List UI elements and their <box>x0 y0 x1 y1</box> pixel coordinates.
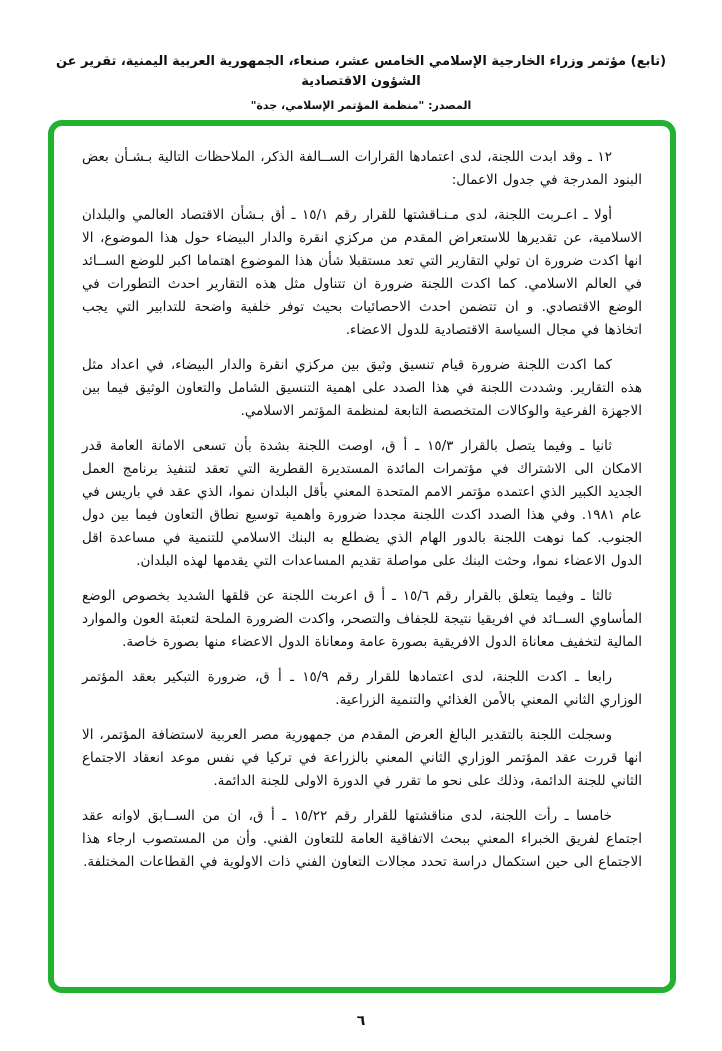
paragraph-first: أولا ـ اعـربت اللجنة، لدى مـنـاقشتها للقرار رقم ١٥/١ ـ أق بـشأن الاقتصاد العالمي والبلدان الاسلامية، عن تقديرها للاستعراض المقدم من مركزي انقرة والدار البيضاء حول هذا الموضوع، الا انها اكدت ضرورة ان تولي التقارير التي تعد مستقبلا شأن هذا الموضوع اهتماما اكبر للوضع الســائد في العالم الاسلامي. كما اكدت اللجنة ضرورة ان تتناول مثل هذه التقارير احدث التطورات في الوضع الاقتصادي. و ان تتضمن احدث الاحصائيات بحيث توفر خلفية واضحة للتدابير التي يجب اتخاذها في مجال السياسة الاقتصادية للدول الاعضاء. <box>82 207 642 338</box>
paragraph-third: ثالثا ـ وفيما يتعلق بالقرار رقم ١٥/٦ ـ أ ق اعربت اللجنة عن قلقها الشديد بخصوص الوضع المأساوي الســائد في افريقيا نتيجة للجفاف والتصحر، واكدت الضرورة الملحة لتعبئة العون والموارد المالية لتخفيف معاناة الدول الافريقية بصورة عامة ومعاناة الدول الاعضاء منها بصورة خاصة. <box>82 588 642 650</box>
paragraph-fifth: خامسا ـ رأت اللجنة، لدى مناقشتها للقرار رقم ١٥/٢٢ ـ أ ق، ان من الســابق لاوانه عقد اجتماع لفريق الخبراء المعني ببحث الاتفاقية العامة للتعاون الفني. وأن من المستصوب ارجاء هذا الاجتماع الى حين استكمال دراسة تحدد مجالات التعاون الفني ذات الاولوية في القطاعات المختلفة. <box>82 808 642 870</box>
paragraph-second: ثانيا ـ وفيما يتصل بالقرار ١٥/٣ ـ أ ق، اوصت اللجنة بشدة بأن تسعى الامانة العامة قدر الامكان الى الاشتراك في مؤتمرات المائدة المستديرة القطرية التي تعقد لتنفيذ برنامج العمل الجديد الكبير الذي اعتمده مؤتمر الامم المتحدة المعني بأقل البلدان نموا، الذي عقد في باريس في عام ١٩٨١. وفي هذا الصدد اكدت اللجنة مجددا ضرورة واهمية توسيع نطاق التعاون فيما بين دول الجنوب. كما نوهت اللجنة بالدور الهام الذي يضطلع به البنك الاسلامي للتنمية في مساعدة اقل الدول الاعضاء نموا، وحثت البنك على مواصلة تقديم المساعدات التي يقدمها لهذه البلدان. <box>82 438 642 569</box>
paragraph-fourth-continued: وسجلت اللجنة بالتقدير البالغ العرض المقدم من جمهورية مصر العربية لاستضافة المؤتمر، الا انها قررت عقد المؤتمر الوزاري الثاني المعني بالزراعة في تركيا في نفس موعد انعقاد الاجتماع الثاني للجنة الدائمة، وذلك على نحو ما تقرر في الدورة الاولى للجنة الدائمة. <box>82 727 642 789</box>
document-title: (تابع) مؤتمر وزراء الخارجية الإسلامي الخامس عشر، صنعاء، الجمهورية العربية اليمنية، تقرير عن الشؤون الاقتصادية <box>55 54 667 89</box>
paragraph-first-continued: كما اكدت اللجنة ضرورة قيام تنسيق وثيق بين مركزي انقرة والدار البيضاء، في اعداد مثل هذه التقارير. وشددت اللجنة في هذا الصدد على اهمية التنسيق الشامل والتعاون الوثيق فيما بين الاجهزة الفرعية والوكالات المتخصصة التابعة لمنظمة المؤتمر الاسلامي. <box>82 357 642 419</box>
document-body <box>82 146 642 874</box>
paragraph-fourth: رابعا ـ اكدت اللجنة، لدى اعتمادها للقرار رقم ١٥/٩ ـ أ ق، ضرورة التبكير بعقد المؤتمر الوزاري الثاني المعني بالأمن الغذائي والتنمية الزراعية. <box>82 669 642 708</box>
green-border-frame <box>48 120 676 993</box>
document-footer <box>0 1013 722 1029</box>
document-header <box>36 52 686 114</box>
page-number: ٦ <box>356 1013 366 1029</box>
paragraph-12-intro: ١٢ ـ وقد ابدت اللجنة، لدى اعتمادها القرارات الســالفة الذكر، الملاحظات التالية بـشـأن بعض البنود المدرجة في جدول الاعمال: <box>82 149 642 188</box>
document-source: المصدر: "منظمة المؤتمر الإسلامي، جدة" <box>250 99 472 112</box>
